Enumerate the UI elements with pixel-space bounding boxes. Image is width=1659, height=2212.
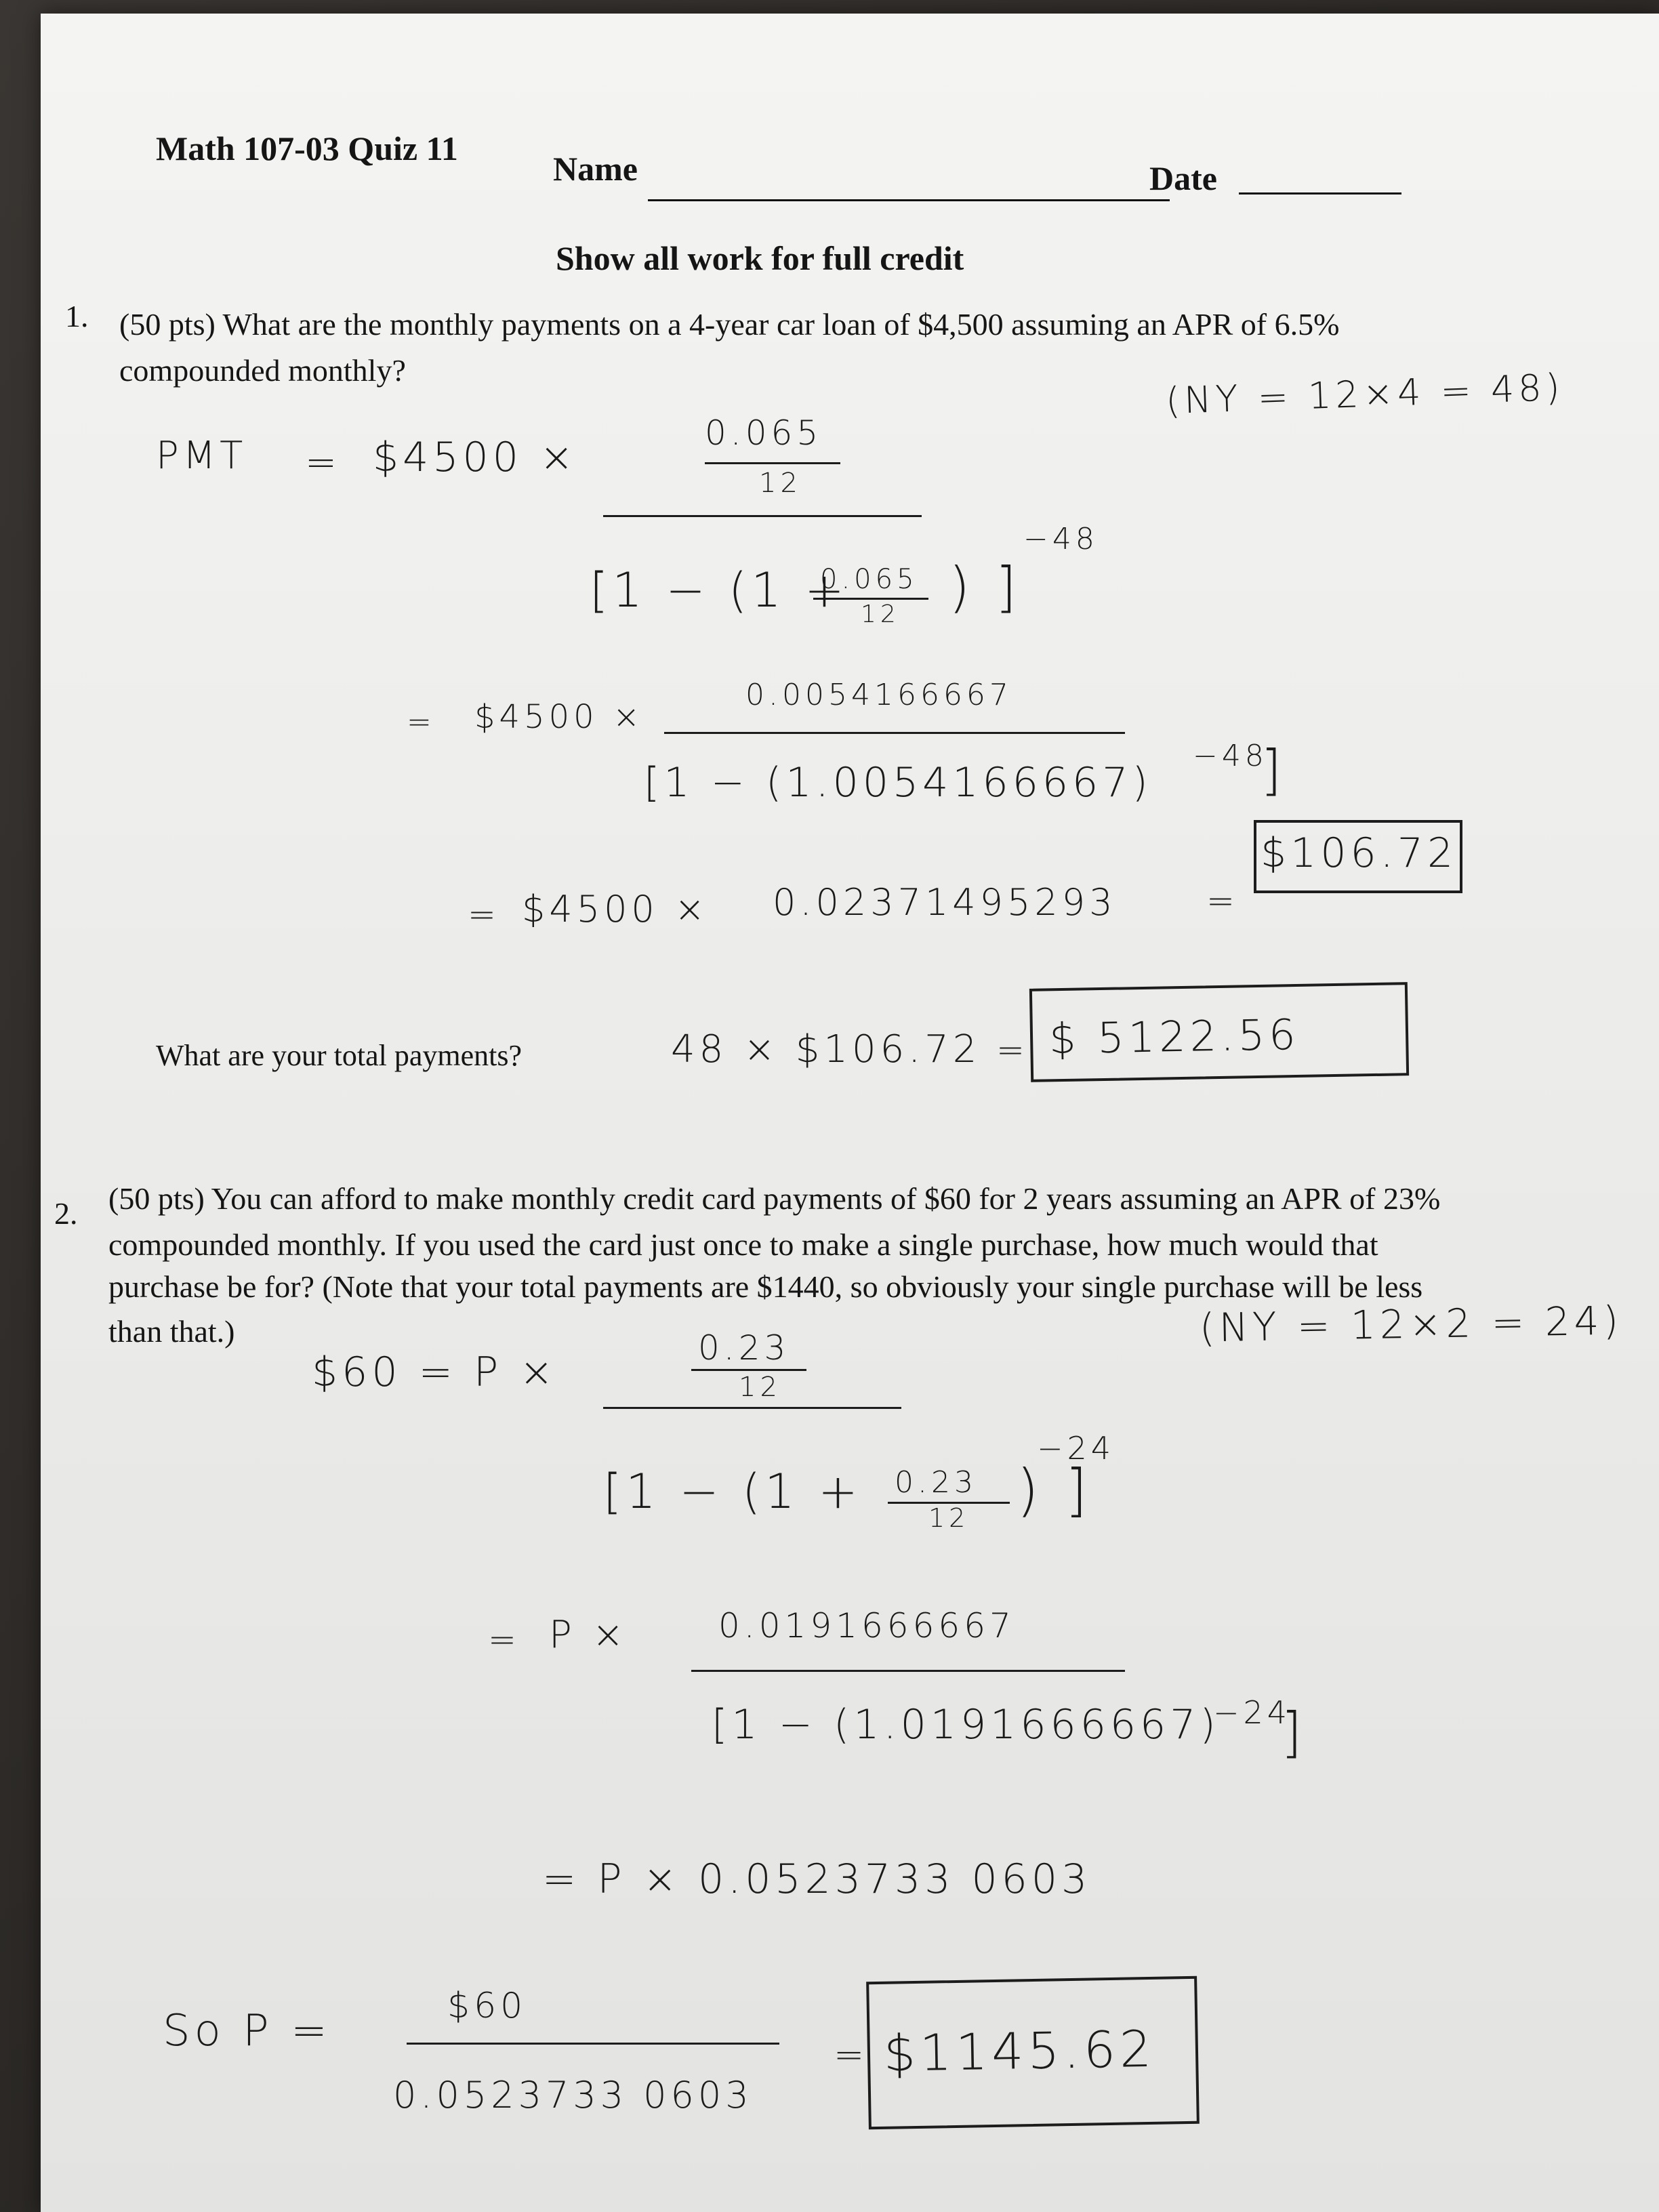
q1-total-box (1029, 982, 1409, 1082)
q2-answer-box (866, 1976, 1200, 2129)
q1-number: 1. (65, 299, 89, 333)
q2-denominator-3: 0.0523733 0603 (393, 2074, 753, 2116)
q1-total-work: 48 × $106.72 (671, 1027, 981, 1071)
q1-denominator-2: [1 − (1.0054166667) (644, 759, 1152, 806)
q2-bracket-close-1: ) ] (1017, 1457, 1092, 1523)
q2-text-line4: than that.) (108, 1314, 235, 1349)
q2-text-line1: (50 pts) You can afford to make monthly credit card payments of $60 for 2 years assuming an APR of 23% (108, 1181, 1441, 1216)
q2-equals-2: = (488, 1620, 520, 1659)
q1-principal-1: $4500 × (373, 434, 578, 481)
q2-numerator: $60 (447, 1986, 527, 2026)
q1-fraction-line-1 (603, 515, 922, 517)
q1-bracket-open-1: [1 − (1 + (590, 562, 848, 618)
q1-equals-2: = (407, 705, 436, 739)
quiz-title: Math 107-03 Quiz 11 (156, 129, 458, 167)
q2-p-times-1: P × (549, 1613, 628, 1657)
q1-rate-denominator: 12 (759, 468, 802, 499)
q2-answer: $1145.62 (883, 2020, 1156, 2083)
name-line (648, 199, 1170, 201)
instructions: Show all work for full credit (556, 239, 964, 277)
q2-bracket-close-2: ] (1281, 1701, 1307, 1764)
q2-fraction-line-2 (691, 1670, 1125, 1672)
q2-so-p: So P = (163, 2006, 331, 2056)
q2-ny-note: (NY = 12×2 = 24) (1199, 1297, 1623, 1351)
q2-rate-denominator: 12 (739, 1372, 781, 1403)
q1-factor: 0.02371495293 (773, 881, 1117, 924)
q1-principal-2: $4500 × (474, 698, 644, 736)
q1-exponent-2: −48 (1193, 739, 1268, 773)
q1-inner-denominator: 12 (861, 600, 900, 628)
q1-text-line2: compounded monthly? (119, 353, 406, 388)
q1-equals-5: = (996, 1030, 1029, 1069)
q1-bracket-close-2: ] (1261, 739, 1286, 802)
q2-fraction-line-3 (407, 2043, 779, 2045)
q2-payment-label: $60 = P × (312, 1349, 558, 1396)
q2-periodic-rate: 0.0191666667 (718, 1606, 1015, 1645)
q1-answer: $106.72 (1261, 830, 1458, 877)
q1-inner-rate-line (813, 598, 928, 600)
date-line (1239, 192, 1401, 194)
q2-inner-denominator: 12 (928, 1503, 970, 1533)
q1-answer-box (1254, 820, 1462, 893)
q2-number: 2. (54, 1196, 78, 1231)
q1-total-question: What are your total payments? (156, 1039, 523, 1072)
q2-bracket-open-1: [1 − (1 + (603, 1464, 862, 1519)
q2-exponent-2: −24 (1213, 1694, 1292, 1731)
q1-equals-3: = (468, 895, 500, 934)
q1-total-answer: $ 5122.56 (1048, 1009, 1300, 1064)
q1-text-line1: (50 pts) What are the monthly payments on a 4-year car loan of $4,500 assuming an APR of 6.5% (119, 307, 1340, 342)
q1-inner-rate: 0.065 (820, 564, 918, 595)
q1-fraction-line-2 (664, 732, 1125, 734)
q2-inner-rate: 0.23 (895, 1465, 977, 1500)
q2-rate-line (691, 1369, 806, 1371)
q2-exponent-1: −24 (1037, 1430, 1115, 1467)
q1-exponent-1: −48 (1023, 522, 1099, 556)
q1-equals-1: = (305, 441, 341, 485)
q2-text-line3: purchase be for? (Note that your total payments are $1440, so obviously your single purchase will be less (108, 1269, 1423, 1304)
q1-ny-note: (NY = 12×4 = 48) (1165, 365, 1565, 423)
q1-equals-4: = (1206, 881, 1239, 920)
date-label: Date (1149, 159, 1217, 197)
q1-rate-line (705, 462, 840, 464)
q2-equals-3: = (834, 2033, 869, 2076)
q1-pmt-label: PMT (156, 434, 247, 478)
q1-periodic-rate: 0.0054166667 (745, 678, 1012, 712)
quiz-sheet (41, 14, 1659, 2212)
q2-denominator-2: [1 − (1.0191666667) (712, 1701, 1220, 1748)
name-label: Name (553, 150, 638, 188)
q2-fraction-line-1 (603, 1407, 901, 1409)
q2-rate-numerator: 0.23 (698, 1328, 790, 1368)
q1-principal-3: $4500 × (522, 888, 710, 930)
q1-bracket-close-1: ) ] (949, 556, 1021, 619)
q1-rate-numerator: 0.065 (705, 413, 823, 453)
q2-factor-line: = P × 0.0523733 0603 (542, 1856, 1092, 1903)
q2-text-line2: compounded monthly. If you used the card just once to make a single purchase, how much would that (108, 1227, 1378, 1262)
